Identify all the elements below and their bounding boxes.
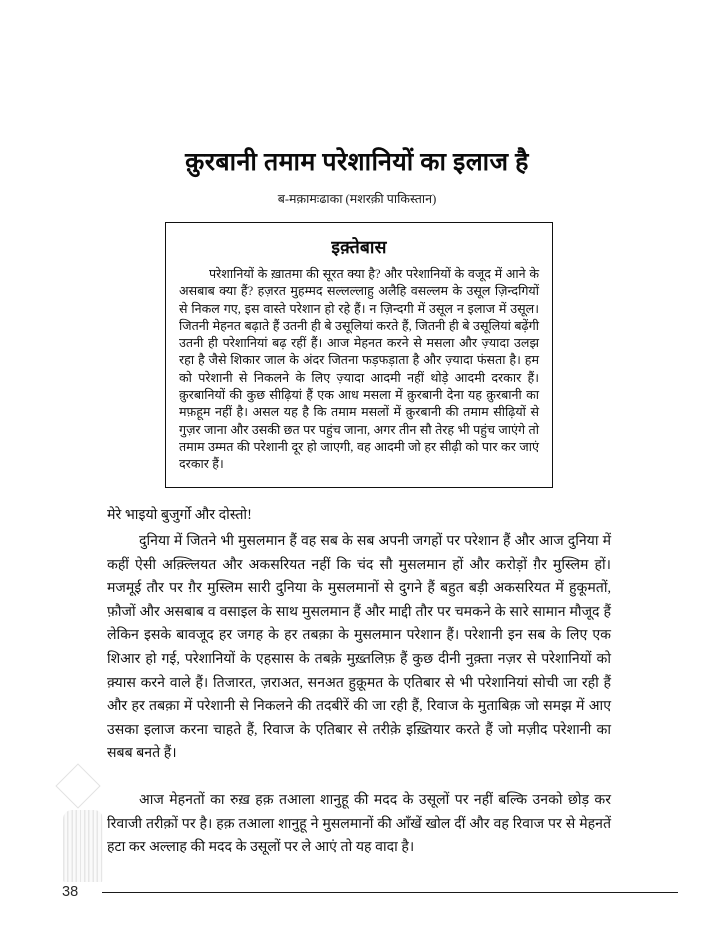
body-paragraph-2-container bbox=[107, 789, 611, 860]
watermark-diamond-icon bbox=[55, 763, 100, 808]
page-subtitle-location: ब-मक़ामःढाका (मशरक़ी पाकिस्तान) bbox=[277, 192, 437, 206]
page-number: 38 bbox=[62, 884, 79, 900]
excerpt-heading: इक़्तेबास bbox=[331, 237, 387, 257]
body-paragraph-1-container bbox=[107, 530, 611, 766]
footer-divider bbox=[102, 892, 678, 893]
salutation-line: मेरे भाइयो बुजुर्गो और दोस्तो! bbox=[107, 507, 252, 523]
excerpt-body-text: परेशानियों के ख़ातमा की सूरत क्या है? और परेशानियों के वजूद में आने के असबाब क्या हैं? हज़रत मुहम्मद सल्लल्लाहु अलैहि वसल्लम के उसूल ज़िन्दगियों से निकल गए, इस वास्ते परेशान हो रहे हैं। न ज़िन्दगी में उसूल न इलाज में उसूल। जितनी मेहनत बढ़ाते हैं उतनी ही बे उसूलियां करते हैं, जितनी ही बे उसूलियां बढ़ेंगी उतनी ही परेशानियां बढ़ रहीं हैं। आज मेहनत करने से मसला और ज़्यादा उलझ रहा है जैसे शिकार जाल के अंदर जितना फड़फड़ाता है और ज़्यादा फंसता है। हम को परेशानी से निकलने के लिए ज़्यादा आदमी नहीं थोड़े आदमी दरकार हैं। क़ुरबानियों की कुछ सीढ़ियां हैं एक आध मसला में क़ुरबानी देना यह क़ुरबानी का मफ़हूम नहीं है। असल यह है कि तमाम मसलों में क़ुरबानी की तमाम सीढ़ियों से गुज़र जाना और उसकी छत पर पहुंच जाना, अगर तीन सौ तेरह भी पहुंच जाएंगे तो तमाम उम्मत की परेशानी दूर हो जाएगी, वह आदमी जो हर सीढ़ी को पार कर जाएं दरकार हैं। bbox=[179, 267, 539, 472]
page-footer bbox=[62, 880, 678, 904]
body-paragraph-1: दुनिया में जितने भी मुसलमान हैं वह सब के सब अपनी जगहों पर परेशान हैं और आज दुनिया में कहीं ऐसी अक़्ल्लियत और अकसरियत नहीं कि चंद सौ मुसलमान हों और करोड़ों ग़ैर मुस्लिम हों। मजमूई तौर पर ग़ैर मुस्लिम सारी दुनिया के मुसलमानों से दुगने हैं बहुत बड़ी अकसरियत में हुकूमतों, फ़ौजों और असबाब व वसाइल के साथ मुसलमान हैं और माद्दी तौर पर चमकने के सारे सामान मौजूद हैं लेकिन इसके बावजूद हर जगह के हर तबक़ा के मुसलमान परेशान हैं। परेशानी इन सब के लिए एक शिआर हो गई, परेशानियों के एहसास के तबक़े मुख़्तलिफ़ हैं कुछ दीनी नुक़्ता नज़र से परेशानियों को क़्यास करने वाले हैं। तिजारत, ज़राअत, सनअत हुक़ूमत के एतिबार से भी परेशानियां सोची जा रही हैं और हर तबक़ा में परेशानी से निकलने की तदबीरें की जा रही हैं, रिवाज के मुताबिक़ जो समझ में आए उसका इलाज करना चाहते हैं, रिवाज के एतिबार से तरीक़े इख़्तियार करते हैं जो मज़ीद परेशानी का सबब बनते हैं। bbox=[107, 533, 611, 762]
page-title: क़ुरबानी तमाम परेशानियों का इलाज है bbox=[185, 149, 529, 176]
excerpt-box bbox=[165, 222, 553, 488]
body-paragraph-2: आज मेहनतों का रुख़ हक़ तआला शानुहू की मदद के उसूलों पर नहीं बल्कि उनको छोड़ कर रिवाजी तरीक़ों पर है। हक़ तआला शानुहू ने मुसलमानों की आँखें खोल दीं और वह रिवाज पर से मेहनतें हटा कर अल्लाह की मदद के उसूलों पर ले आएं तो यह वादा है। bbox=[107, 792, 611, 856]
watermark-striped-block-icon bbox=[63, 810, 103, 882]
